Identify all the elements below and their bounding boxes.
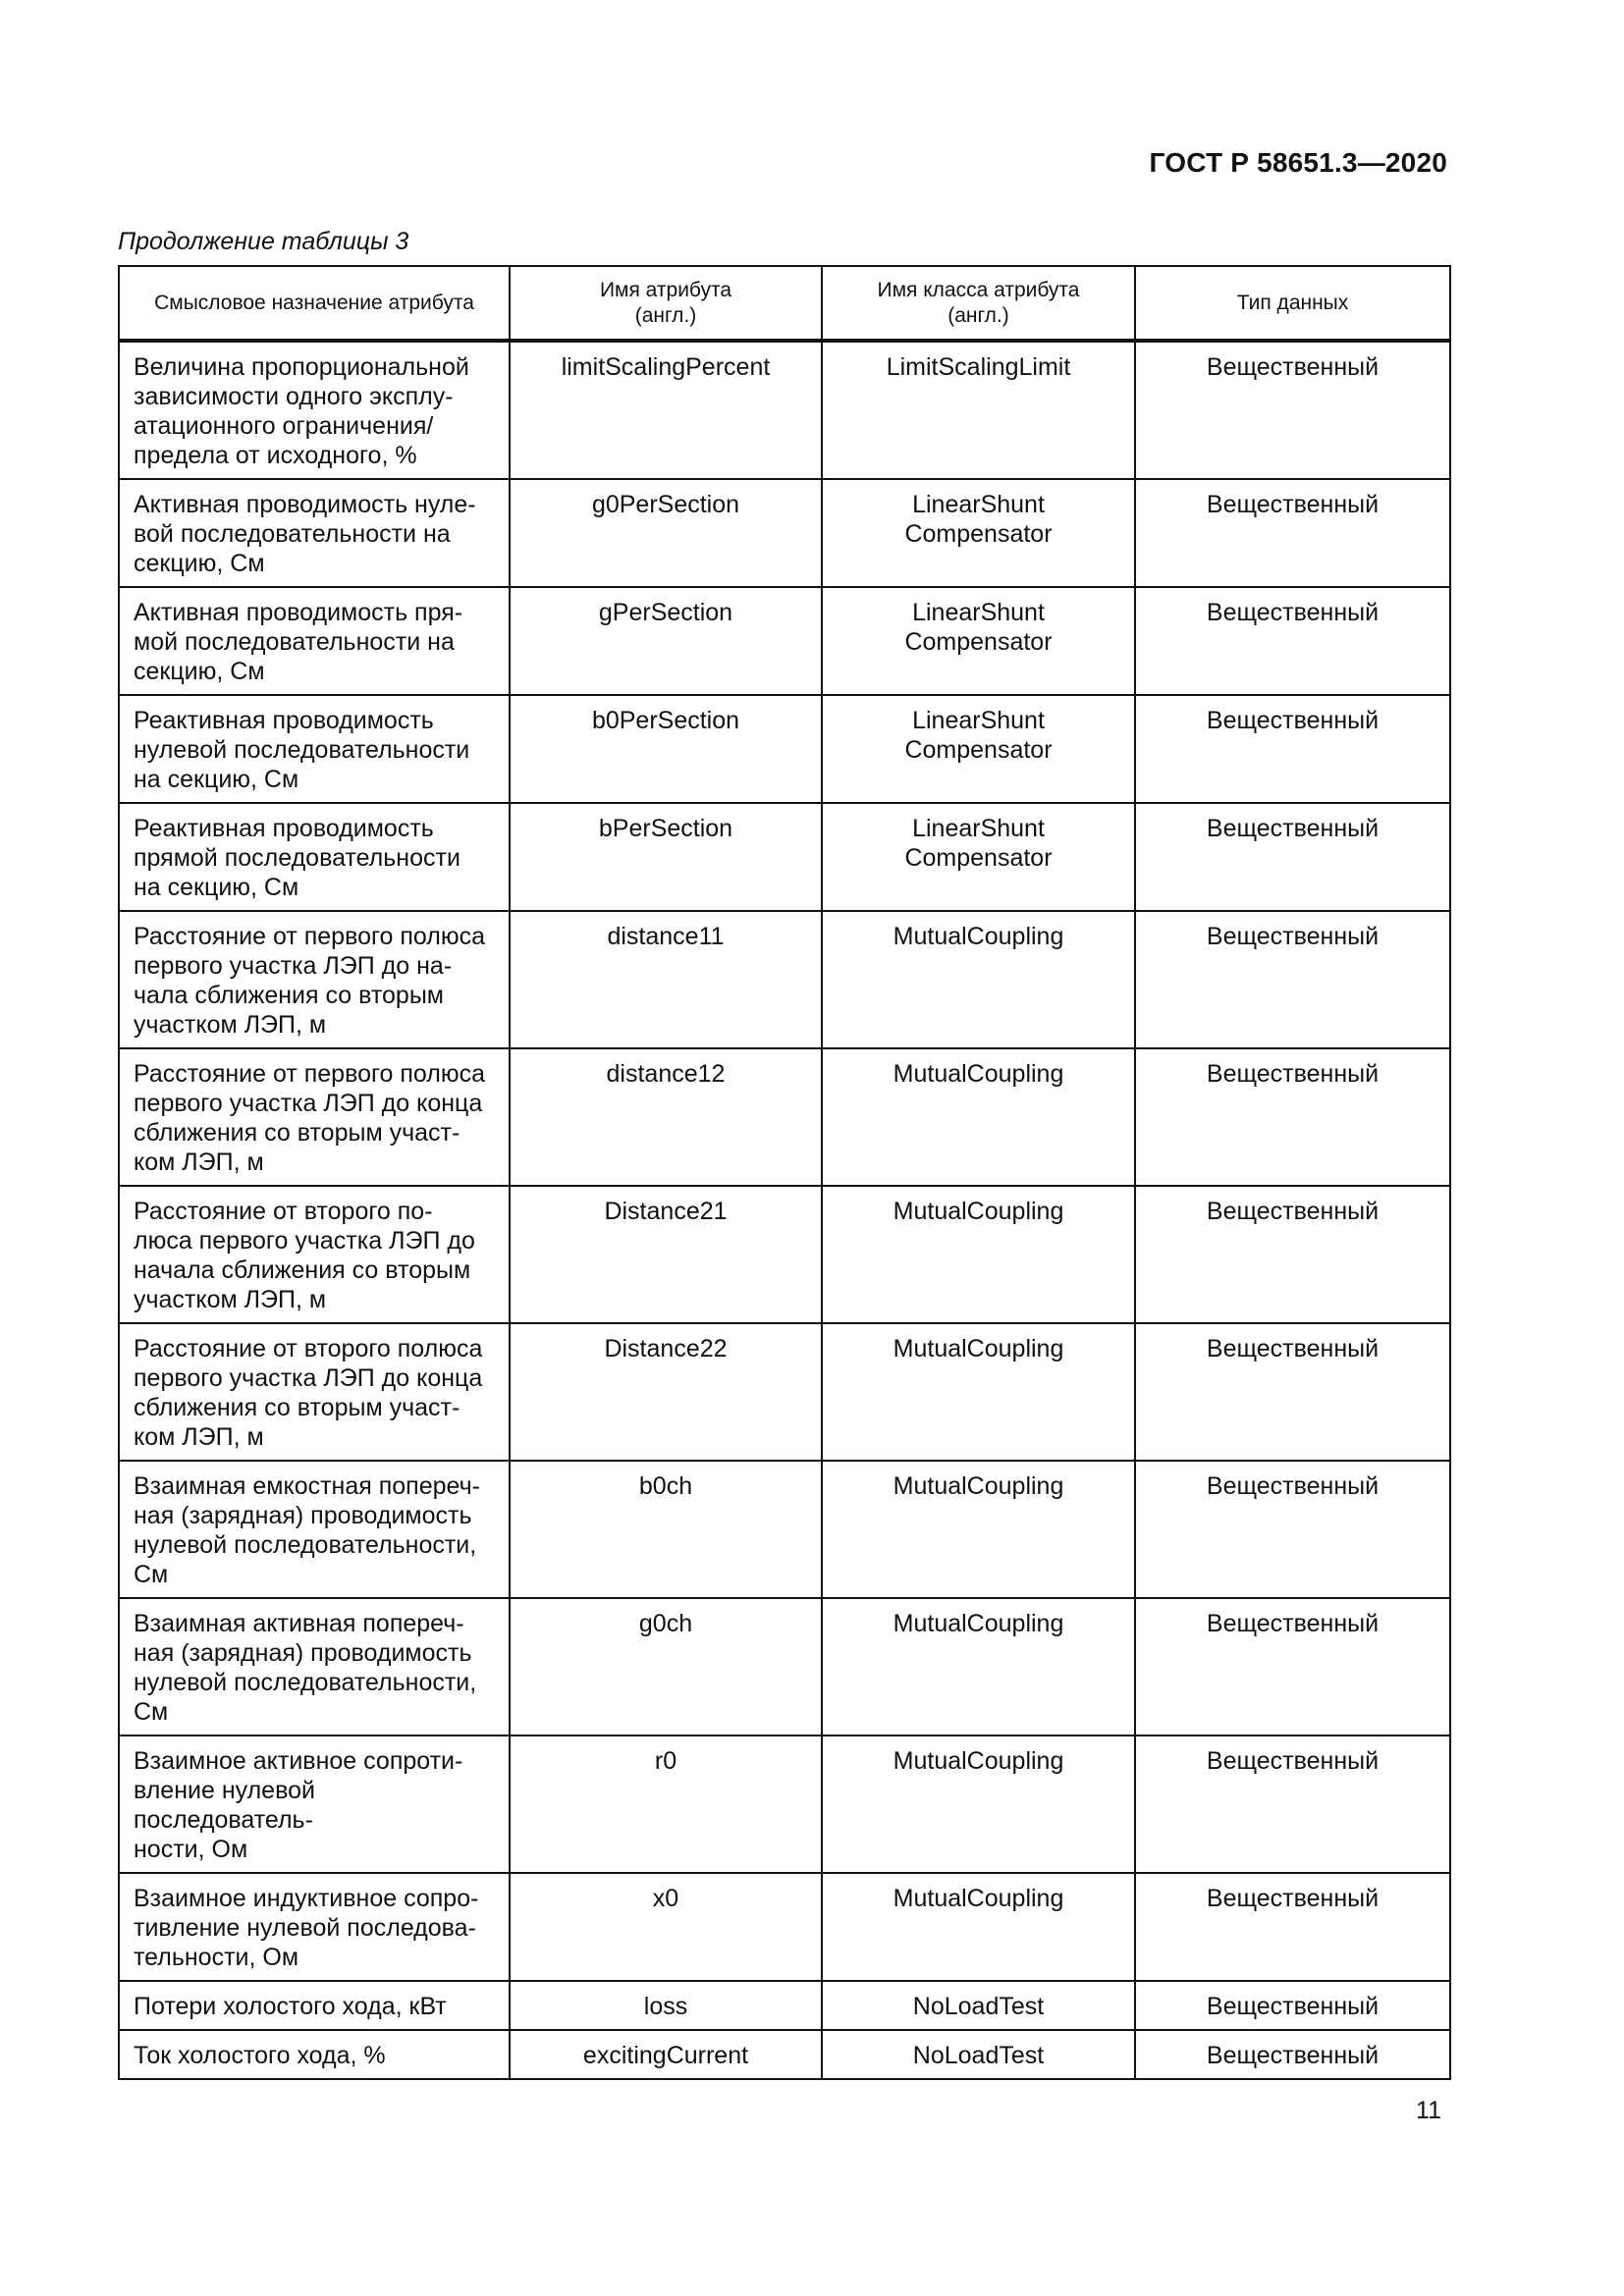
cell-attribute-class: MutualCoupling xyxy=(822,1461,1135,1598)
cell-attribute-class: LimitScalingLimit xyxy=(822,341,1135,479)
table-row xyxy=(119,587,1450,695)
cell-data-type: Вещественный xyxy=(1135,911,1450,1048)
column-header-purpose: Смысловое назначение атрибута xyxy=(119,266,510,341)
table-row xyxy=(119,479,1450,587)
cell-data-type: Вещественный xyxy=(1135,1981,1450,2030)
cell-attribute-class: MutualCoupling xyxy=(822,1598,1135,1735)
cell-attribute-class: LinearShunt Compensator xyxy=(822,803,1135,911)
table-body xyxy=(119,341,1450,2079)
table-row xyxy=(119,1735,1450,1873)
cell-purpose: Ток холостого хода, % xyxy=(119,2030,510,2079)
column-header-data-type: Тип данных xyxy=(1135,266,1450,341)
cell-purpose: Расстояние от первого полюса первого участка ЛЭП до на- чала сближения со вторым участком ЛЭП, м xyxy=(119,911,510,1048)
cell-data-type: Вещественный xyxy=(1135,1323,1450,1461)
table-header-row xyxy=(119,266,1450,341)
document-header: ГОСТ Р 58651.3—2020 xyxy=(1149,147,1447,178)
table-row xyxy=(119,341,1450,479)
cell-purpose: Активная проводимость нуле- вой последовательности на секцию, См xyxy=(119,479,510,587)
table-row xyxy=(119,803,1450,911)
table-row xyxy=(119,1598,1450,1735)
cell-purpose: Реактивная проводимость прямой последовательности на секцию, См xyxy=(119,803,510,911)
cell-attribute-name: gPerSection xyxy=(510,587,822,695)
cell-attribute-name: Distance22 xyxy=(510,1323,822,1461)
cell-attribute-class: NoLoadTest xyxy=(822,2030,1135,2079)
cell-data-type: Вещественный xyxy=(1135,479,1450,587)
cell-attribute-name: g0PerSection xyxy=(510,479,822,587)
cell-attribute-name: limitScalingPercent xyxy=(510,341,822,479)
cell-purpose: Расстояние от первого полюса первого участка ЛЭП до конца сближения со вторым участ- ком ЛЭП, м xyxy=(119,1048,510,1186)
cell-attribute-name: distance12 xyxy=(510,1048,822,1186)
cell-attribute-class: MutualCoupling xyxy=(822,1048,1135,1186)
cell-data-type: Вещественный xyxy=(1135,695,1450,803)
cell-purpose: Расстояние от второго по- люса первого участка ЛЭП до начала сближения со вторым участком ЛЭП, м xyxy=(119,1186,510,1323)
column-header-attribute-class: Имя класса атрибута (англ.) xyxy=(822,266,1135,341)
cell-attribute-class: LinearShunt Compensator xyxy=(822,479,1135,587)
page-number: 11 xyxy=(1416,2097,1441,2124)
table-row xyxy=(119,1048,1450,1186)
cell-attribute-class: LinearShunt Compensator xyxy=(822,695,1135,803)
cell-attribute-name: r0 xyxy=(510,1735,822,1873)
column-header-attribute-name: Имя атрибута (англ.) xyxy=(510,266,822,341)
table-row xyxy=(119,1873,1450,1981)
cell-data-type: Вещественный xyxy=(1135,2030,1450,2079)
table-row xyxy=(119,1186,1450,1323)
cell-attribute-name: loss xyxy=(510,1981,822,2030)
table-row xyxy=(119,1461,1450,1598)
attributes-table xyxy=(118,265,1451,2080)
cell-attribute-name: distance11 xyxy=(510,911,822,1048)
cell-attribute-name: b0ch xyxy=(510,1461,822,1598)
table-row xyxy=(119,2030,1450,2079)
cell-attribute-class: NoLoadTest xyxy=(822,1981,1135,2030)
cell-attribute-name: Distance21 xyxy=(510,1186,822,1323)
cell-data-type: Вещественный xyxy=(1135,803,1450,911)
cell-attribute-class: MutualCoupling xyxy=(822,911,1135,1048)
cell-data-type: Вещественный xyxy=(1135,587,1450,695)
cell-attribute-class: MutualCoupling xyxy=(822,1735,1135,1873)
table-caption: Продолжение таблицы 3 xyxy=(118,228,409,255)
cell-attribute-class: LinearShunt Compensator xyxy=(822,587,1135,695)
table-row xyxy=(119,1981,1450,2030)
cell-purpose: Величина пропорциональной зависимости одного эксплу- атационного ограничения/ предела от исходного, % xyxy=(119,341,510,479)
cell-attribute-class: MutualCoupling xyxy=(822,1323,1135,1461)
cell-purpose: Взаимная емкостная попереч- ная (зарядная) проводимость нулевой последовательности, См xyxy=(119,1461,510,1598)
cell-attribute-name: g0ch xyxy=(510,1598,822,1735)
cell-purpose: Взаимная активная попереч- ная (зарядная) проводимость нулевой последовательности, См xyxy=(119,1598,510,1735)
cell-purpose: Реактивная проводимость нулевой последовательности на секцию, См xyxy=(119,695,510,803)
table-row xyxy=(119,695,1450,803)
cell-purpose: Взаимное активное сопроти- вление нулевой последователь- ности, Ом xyxy=(119,1735,510,1873)
cell-data-type: Вещественный xyxy=(1135,341,1450,479)
cell-attribute-name: b0PerSection xyxy=(510,695,822,803)
table-container xyxy=(118,265,1449,2080)
table-row xyxy=(119,911,1450,1048)
cell-data-type: Вещественный xyxy=(1135,1461,1450,1598)
cell-attribute-class: MutualCoupling xyxy=(822,1873,1135,1981)
table-row xyxy=(119,1323,1450,1461)
cell-attribute-name: bPerSection xyxy=(510,803,822,911)
cell-attribute-name: excitingCurrent xyxy=(510,2030,822,2079)
cell-purpose: Расстояние от второго полюса первого участка ЛЭП до конца сближения со вторым участ- ком ЛЭП, м xyxy=(119,1323,510,1461)
cell-purpose: Активная проводимость пря- мой последовательности на секцию, См xyxy=(119,587,510,695)
cell-attribute-name: x0 xyxy=(510,1873,822,1981)
cell-purpose: Взаимное индуктивное сопро- тивление нулевой последова- тельности, Ом xyxy=(119,1873,510,1981)
cell-data-type: Вещественный xyxy=(1135,1598,1450,1735)
cell-attribute-class: MutualCoupling xyxy=(822,1186,1135,1323)
cell-data-type: Вещественный xyxy=(1135,1186,1450,1323)
cell-data-type: Вещественный xyxy=(1135,1735,1450,1873)
cell-data-type: Вещественный xyxy=(1135,1873,1450,1981)
cell-data-type: Вещественный xyxy=(1135,1048,1450,1186)
cell-purpose: Потери холостого хода, кВт xyxy=(119,1981,510,2030)
